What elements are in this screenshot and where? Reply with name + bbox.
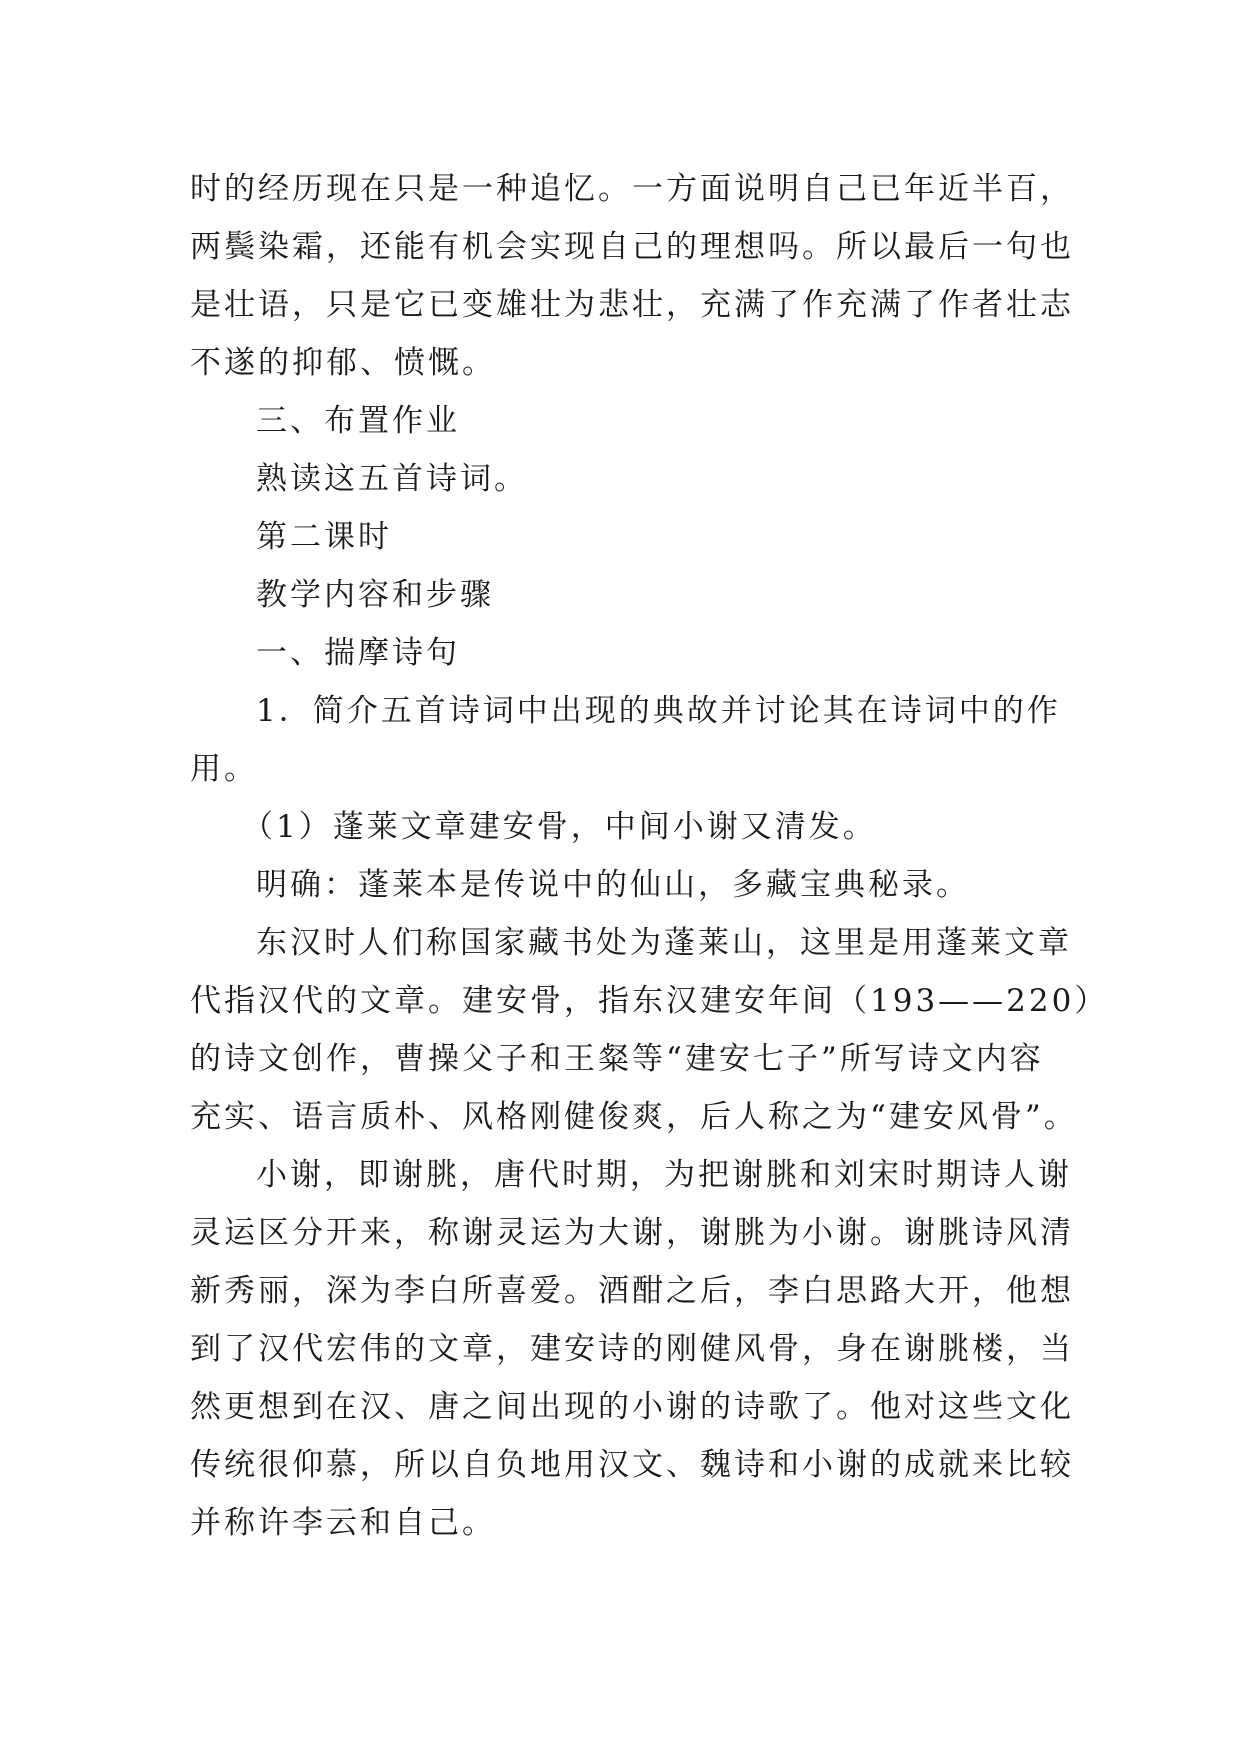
- numbered-item: 1．简介五首诗词中出现的典故并讨论其在诗词中的作: [256, 693, 1061, 729]
- text-line: 灵运区分开来，称谢灵运为大谢，谢朓为小谢。谢朓诗风清: [190, 1215, 1074, 1251]
- section-heading: 三、布置作业: [256, 403, 460, 439]
- text-line: 不遂的抑郁、愤慨。: [190, 345, 496, 381]
- text-line: 然更想到在汉、唐之间出现的小谢的诗歌了。他对这些文化: [190, 1389, 1074, 1425]
- subheading: 教学内容和步骤: [256, 577, 494, 613]
- text-line: 时的经历现在只是一种追忆。一方面说明自己已年近半百，: [190, 171, 1074, 207]
- quoted-verse: （1）蓬莱文章建安骨，中间小谢又清发。: [242, 809, 877, 845]
- text-line: 明确：蓬莱本是传说中的仙山，多藏宝典秘录。: [256, 867, 970, 903]
- text-line: 的诗文创作，曹操父子和王粲等“建安七子”所写诗文内容: [190, 1041, 1044, 1077]
- text-line: 用。: [190, 751, 258, 787]
- text-line: 新秀丽，深为李白所喜爱。酒酣之后，李白思路大开，他想: [190, 1273, 1074, 1309]
- text-line: 东汉时人们称国家藏书处为蓬莱山，这里是用蓬莱文章: [256, 925, 1072, 961]
- text-line: 传统很仰慕，所以自负地用汉文、魏诗和小谢的成就来比较: [190, 1447, 1074, 1483]
- text-line: 并称许李云和自己。: [190, 1505, 496, 1541]
- text-line: 充实、语言质朴、风格刚健俊爽，后人称之为“建安风骨”。: [190, 1099, 1078, 1135]
- lesson-heading: 第二课时: [256, 519, 392, 555]
- text-line: 熟读这五首诗词。: [256, 461, 528, 497]
- text-line: 两鬓染霜，还能有机会实现自己的理想吗。所以最后一句也: [190, 229, 1074, 265]
- text-line: 小谢，即谢朓，唐代时期，为把谢朓和刘宋时期诗人谢: [256, 1157, 1072, 1193]
- text-line: 代指汉代的文章。建安骨，指东汉建安年间（193——220）: [190, 983, 1109, 1019]
- text-line: 到了汉代宏伟的文章，建安诗的刚健风骨，身在谢朓楼，当: [190, 1331, 1074, 1367]
- section-heading: 一、揣摩诗句: [256, 635, 460, 671]
- text-line: 是壮语，只是它已变雄壮为悲壮，充满了作充满了作者壮志: [190, 287, 1074, 323]
- document-page: [190, 160, 1109, 1552]
